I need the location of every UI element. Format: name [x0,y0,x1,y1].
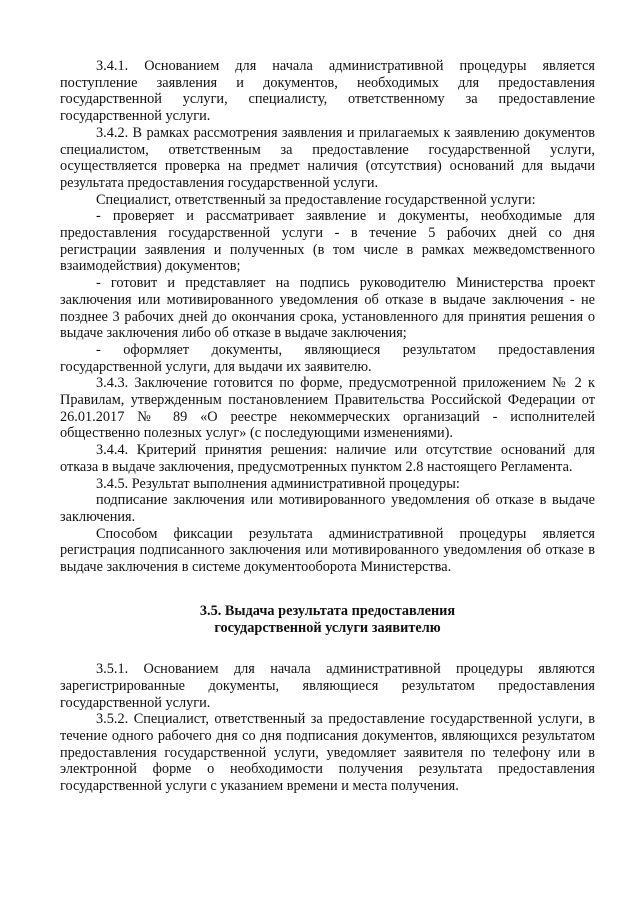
paragraph-specialist-intro: Специалист, ответственный за предоставление государственной услуги: [96,191,536,208]
paragraph-3-4-5: 3.4.5. Результат выполнения административной процедуры: [96,475,460,492]
heading-line-1: 3.5. Выдача результата предоставления [199,602,456,619]
list-item-issue: - оформляет документы, являющиеся результатом предоставления государственной услуги, для выдачи их заявителю. [60,341,595,375]
paragraph-result: подписание заключения или мотивированного уведомления об отказе в выдаче заключения. [60,492,595,525]
paragraph-3-5-2: 3.5.2. Специалист, ответственный за предоставление государственной услуги, в течение одного рабочего дня со дня подписания документов, являющихся результатом предоставления государственной услуги, уведомляет заявителя по телефону или в электронной форме о необходимости получения результата предоставления государственной услуги с указанием времени и места получения. [60,711,595,795]
list-item-prepare: - готовит и представляет на подпись руководителю Министерства проект заключения или мотивированного уведомления об отказе в выдаче заключения - не позднее 3 рабочих дней до окончания срока, установленного для принятия решения о выдаче заключения либо об отказе в выдаче заключения; [60,275,595,342]
paragraph-3-5-1: 3.5.1. Основанием для начала административной процедуры являются зарегистрированные документы, являющиеся результатом предоставления государственной услуги. [60,661,595,711]
paragraph-3-4-3: 3.4.3. Заключение готовится по форме, предусмотренной приложением № 2 к Правилам, утвержденным постановлением Правительства Российской Федерации от 26.01.2017 № 89 «О реестре некоммерческих организаций - исполнителей общественно полезных услуг» (с последующими изменениями). [60,375,595,442]
paragraph-fixation: Способом фиксации результата административной процедуры является регистрация подписанного заключения или мотивированного уведомления об отказе в выдаче заключения в системе документооборота Министерства. [60,525,595,576]
paragraph-3-4-1: 3.4.1. Основанием для начала административной процедуры является поступление заявления и документов, необходимых для предоставления государственной услуги, специалисту, ответственному за предоставление государственной услуги. [60,58,595,125]
list-item-review: - проверяет и рассматривает заявление и документы, необходимые для предоставления государственной услуги - в течение 5 рабочих дней со дня регистрации заявления и полученных (в том числе в рамках межведомственного взаимодействия) документов; [60,208,595,275]
document-page [60,58,595,795]
paragraph-3-4-4: 3.4.4. Критерий принятия решения: наличие или отсутствие оснований для отказа в выдаче заключения, предусмотренных пунктом 2.8 настоящего Регламента. [60,442,595,475]
paragraph-3-4-2: 3.4.2. В рамках рассмотрения заявления и прилагаемых к заявлению документов специалистом, ответственным за предоставление государственной услуги, осуществляется проверка на предмет наличия (отсутствия) оснований для выдачи результата предоставления государственной услуги. [60,124,595,191]
section-heading-3-5 [60,603,595,636]
heading-line-2: государственной услуги заявителю [214,619,441,636]
